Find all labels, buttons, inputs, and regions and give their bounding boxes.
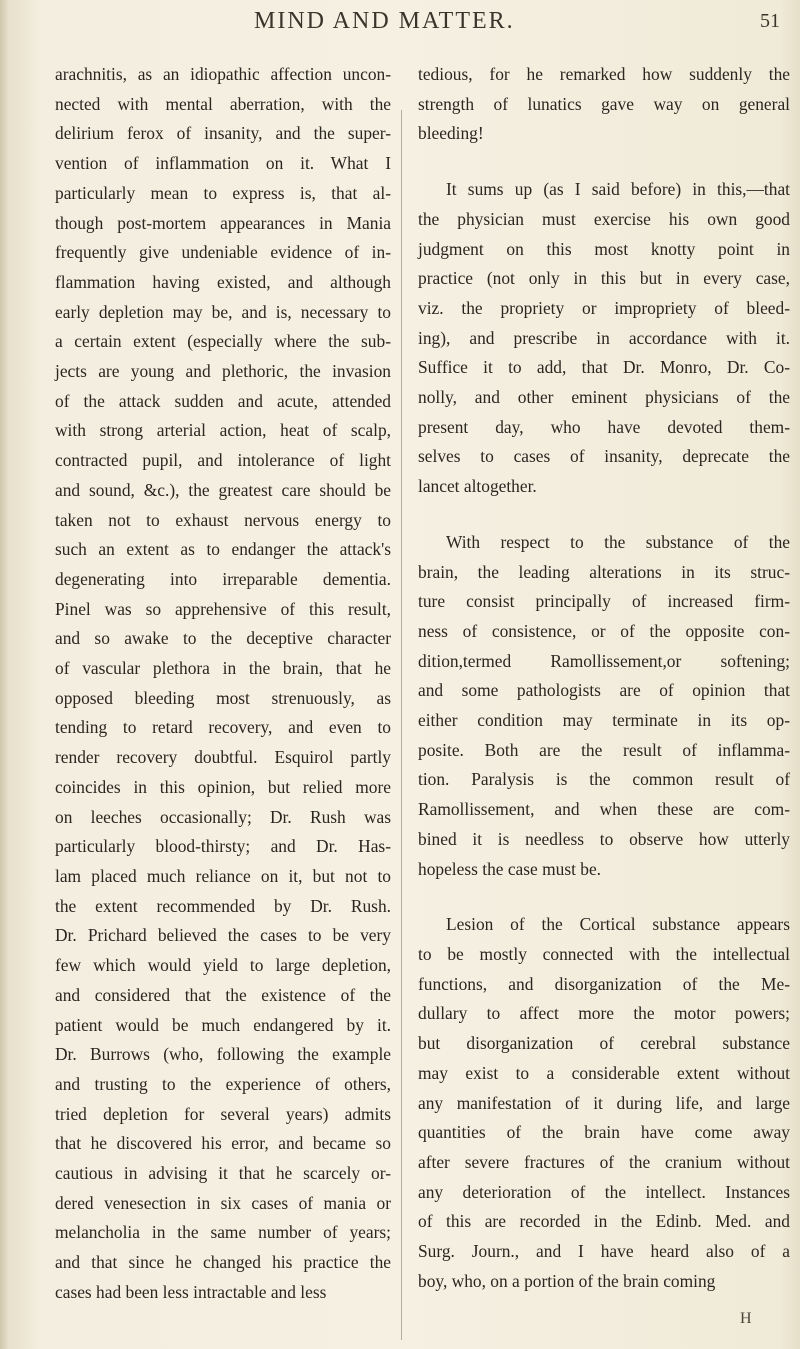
text-line: It sums up (as I said before) in this,—that	[446, 179, 790, 200]
text-line: tedious, for he remarked how suddenly the	[418, 64, 790, 84]
page-spine-shadow	[0, 0, 10, 1349]
text-line: flammation having existed, and although	[55, 271, 391, 292]
text-line: boy, who, on a portion of the brain coming	[418, 1270, 716, 1291]
text-line: lam placed much reliance on it, but not to	[55, 865, 391, 886]
text-line: lancet altogether.	[418, 476, 537, 497]
text-line: dullary to affect more the motor powers;	[418, 1003, 790, 1024]
text-line: and so awake to the deceptive character	[55, 628, 391, 649]
text-line: vention of inflammation on it. What I	[55, 153, 391, 174]
text-line: of this are recorded in the Edinb. Med. and	[418, 1211, 790, 1232]
text-line: jects are young and plethoric, the invasion	[55, 361, 391, 382]
text-line: early depletion may be, and is, necessary to	[55, 301, 391, 322]
text-line: nected with mental aberration, with the	[55, 93, 391, 114]
text-line: tried depletion for several years) admits	[55, 1103, 391, 1124]
paragraph	[418, 175, 790, 502]
right-column	[418, 60, 790, 1340]
text-line: though post-mortem appearances in Mania	[55, 212, 391, 233]
text-line: of vascular plethora in the brain, that he	[55, 658, 391, 679]
text-line: patient would be much endangered by it.	[55, 1014, 391, 1035]
paragraph	[418, 60, 790, 149]
text-line: Lesion of the Cortical substance appears	[446, 914, 790, 935]
text-line: that he discovered his error, and became so	[55, 1133, 391, 1154]
text-line: Suffice it to add, that Dr. Monro, Dr. Co-	[418, 357, 790, 378]
text-line: frequently give undeniable evidence of in-	[55, 242, 391, 263]
text-line: on leeches occasionally; Dr. Rush was	[55, 806, 391, 827]
text-line: the physician must exercise his own good	[418, 208, 790, 229]
page-number: 51	[760, 10, 780, 32]
text-line: but disorganization of cerebral substance	[418, 1033, 790, 1054]
text-line: and considered that the existence of the	[55, 984, 391, 1005]
text-line: to be mostly connected with the intellectual	[418, 943, 790, 964]
text-line: selves to cases of insanity, deprecate the	[418, 446, 790, 467]
text-line: Dr. Prichard believed the cases to be very	[55, 925, 391, 946]
text-line: a certain extent (especially where the sub-	[55, 331, 391, 352]
text-line: any manifestation of it during life, and large	[418, 1092, 790, 1113]
text-line: Surg. Journ., and I have heard also of a	[418, 1241, 790, 1262]
paragraph-gap	[418, 149, 790, 175]
text-line: coincides in this opinion, but relied more	[55, 776, 391, 797]
text-line: bined it is needless to observe how utterly	[418, 828, 790, 849]
text-line: functions, and disorganization of the Me-	[418, 973, 790, 994]
text-line: and trusting to the experience of others,	[55, 1073, 391, 1094]
text-line: may exist to a considerable extent without	[418, 1062, 790, 1083]
text-line: Ramollissement, and when these are com-	[418, 799, 790, 820]
text-line: opposed bleeding most strenuously, as	[55, 687, 391, 708]
text-line: Pinel was so apprehensive of this result,	[55, 598, 391, 619]
text-line: quantities of the brain have come away	[418, 1122, 790, 1143]
text-line: tion. Paralysis is the common result of	[418, 769, 790, 790]
text-line: of the attack sudden and acute, attended	[55, 390, 391, 411]
text-line: after severe fractures of the cranium without	[418, 1151, 790, 1172]
text-line: delirium ferox of insanity, and the super-	[55, 123, 391, 144]
paragraph	[418, 910, 790, 1296]
text-line: ture consist principally of increased firm-	[418, 591, 790, 612]
text-line: practice (not only in this but in every case,	[418, 268, 790, 289]
text-line: degenerating into irreparable dementia.	[55, 568, 391, 589]
text-line: and that since he changed his practice the	[55, 1252, 391, 1273]
text-line: bleeding!	[418, 123, 484, 144]
text-line: dition,termed Ramollissement,or softening;	[418, 650, 790, 671]
text-line: particularly mean to express is, that al-	[55, 182, 391, 203]
text-line: posite. Both are the result of inflamma-	[418, 739, 790, 760]
paragraph	[418, 528, 790, 884]
text-line: taken not to exhaust nervous energy to	[55, 509, 391, 530]
text-line: Dr. Burrows (who, following the example	[55, 1044, 391, 1065]
text-line: melancholia in the same number of years;	[55, 1222, 391, 1243]
page-header	[0, 4, 800, 44]
running-title: MIND AND MATTER.	[254, 8, 515, 34]
text-line: cautious in advising it that he scarcely or-	[55, 1163, 391, 1184]
text-line: ing), and prescribe in accordance with it.	[418, 327, 790, 348]
text-line: dered venesection in six cases of mania or	[55, 1192, 391, 1213]
left-column	[55, 60, 391, 1340]
text-line: present day, who have devoted them-	[418, 416, 790, 437]
text-line: and some pathologists are of opinion that	[418, 680, 790, 701]
text-line: the extent recommended by Dr. Rush.	[55, 895, 391, 916]
text-line: such an extent as to endanger the attack's	[55, 539, 391, 560]
text-line: few which would yield to large depletion,	[55, 955, 391, 976]
text-line: ness of consistence, or of the opposite con-	[418, 620, 790, 641]
paragraph-gap	[418, 502, 790, 528]
text-line: with strong arterial action, heat of scalp,	[55, 420, 391, 441]
text-line: tending to retard recovery, and even to	[55, 717, 391, 738]
signature-mark: H	[740, 1310, 752, 1327]
text-line: cases had been less intractable and less	[55, 1281, 327, 1302]
text-line: any deterioration of the intellect. Instances	[418, 1181, 790, 1202]
text-line: render recovery doubtful. Esquirol partly	[55, 747, 391, 768]
text-line: and sound, &c.), the greatest care should be	[55, 479, 391, 500]
text-line: With respect to the substance of the	[446, 531, 790, 552]
text-line: strength of lunatics gave way on general	[418, 93, 790, 114]
text-line: arachnitis, as an idiopathic affection uncon-	[55, 64, 391, 84]
text-line: either condition may terminate in its op-	[418, 710, 790, 731]
text-line: brain, the leading alterations in its struc-	[418, 561, 790, 582]
text-line: nolly, and other eminent physicians of the	[418, 387, 790, 408]
paragraph-gap	[418, 884, 790, 910]
text-line: judgment on this most knotty point in	[418, 238, 790, 259]
column-divider	[401, 110, 402, 1340]
text-line: hopeless the case must be.	[418, 858, 602, 879]
text-line: viz. the propriety or impropriety of bleed-	[418, 297, 790, 318]
text-line: particularly blood-thirsty; and Dr. Has-	[55, 836, 391, 857]
text-line: contracted pupil, and intolerance of light	[55, 450, 391, 471]
